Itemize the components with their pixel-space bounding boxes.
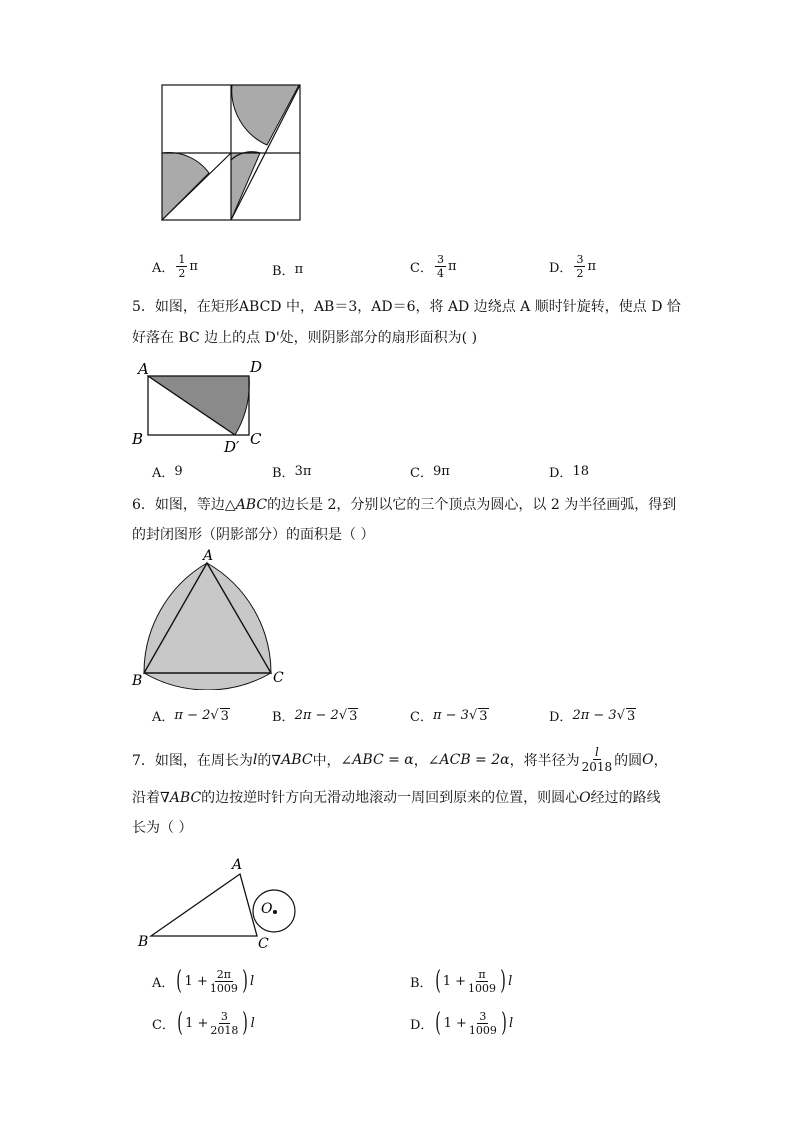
q6-option-d[interactable]: D． 2π − 3 √ 3 xyxy=(549,708,636,725)
q7-triangle xyxy=(151,874,257,936)
q6-option-a[interactable]: A． π − 2 √ 3 xyxy=(152,708,229,725)
q6-reuleaux-triangle xyxy=(144,563,271,690)
q5-label-c: C xyxy=(250,430,262,448)
q7-option-d[interactable]: D． ( 1 + $\frac{3}{1009}$ ) l xyxy=(410,1008,514,1038)
q6-question-line1: 6．如图，等边△ABC的边长是 2，分别以它的三个顶点为圆心，以 2 为半径画弧，得到 xyxy=(132,497,677,513)
q6-label-a: A xyxy=(203,548,214,564)
q4-option-c[interactable]: C． $\frac{3}{4}$ π xyxy=(410,253,457,280)
q5-option-b[interactable]: B． 3π xyxy=(272,464,312,481)
q4-option-b[interactable]: B． π xyxy=(272,262,304,279)
q7-option-b[interactable]: B． ( 1 + $\frac{\pi}{1009}$ ) l xyxy=(410,966,513,996)
fraction: $\frac{3}{4}$ xyxy=(436,253,444,280)
radius-fraction: $\frac{l}{2018}$ xyxy=(581,745,613,774)
q7-label-c: C xyxy=(258,936,269,952)
q7-center-dot xyxy=(273,910,277,914)
q4-option-d[interactable]: D． $\frac{3}{2}$ π xyxy=(549,253,596,280)
q7-option-c[interactable]: C． ( 1 + $\frac{3}{2018}$ ) l xyxy=(152,1008,255,1038)
q6-figure xyxy=(128,545,293,690)
q6-label-c: C xyxy=(273,670,284,686)
q7-option-a[interactable]: A． ( 1 + $\frac{2\pi}{1009}$ ) l xyxy=(152,966,255,996)
q5-label-dprime: D′ xyxy=(224,438,240,455)
q5-option-c[interactable]: C． 9π xyxy=(410,464,450,481)
q7-label-b: B xyxy=(138,934,149,950)
q5-shaded-sector xyxy=(148,376,249,435)
q6-question-line2: 的封闭图形（阴影部分）的面积是（ ） xyxy=(132,527,375,543)
q7-label-a: A xyxy=(232,857,243,873)
fraction: $\frac{1}{2}$ xyxy=(178,253,186,280)
q5-label-b: B xyxy=(132,430,144,448)
q5-option-a[interactable]: A． 9 xyxy=(152,464,183,481)
q7-figure xyxy=(132,850,307,952)
q5-question-line2: 好落在 BC 边上的点 D'处，则阴影部分的扇形面积为( ) xyxy=(132,330,478,346)
q5-question-line1: 5．如图，在矩形ABCD 中，AB＝3，AD＝6，将 AD 边绕点 A 顺时针旋转，使点 D 恰 xyxy=(132,299,681,315)
q4-option-a[interactable]: A． $\frac{1}{2}$ π xyxy=(152,253,198,280)
q5-figure xyxy=(128,355,278,455)
q7-question-line2: 沿着∇ABC的边按逆时针方向无滑动地滚动一周回到原来的位置，则圆心O经过的路线 xyxy=(132,790,661,806)
q7-question-line3: 长为（ ） xyxy=(132,820,193,836)
q4-figure xyxy=(155,80,310,230)
q5-option-d[interactable]: D． 18 xyxy=(549,464,589,481)
q6-option-c[interactable]: C． π − 3 √ 3 xyxy=(410,708,488,725)
q5-label-d: D xyxy=(250,358,263,376)
q7-question-line1: 7．如图，在周长为 l 的∇ ABC 中，∠ ABC = α ，∠ ACB = 2α ，将半径为 $\frac{l}{2018}$ 的圆 O ， xyxy=(132,745,668,774)
q5-label-a: A xyxy=(138,360,149,378)
fraction: $\frac{3}{2}$ xyxy=(576,253,584,280)
q6-option-b[interactable]: B． 2π − 2 √ 3 xyxy=(272,708,358,725)
q6-label-b: B xyxy=(132,673,143,689)
q7-label-o: O xyxy=(261,901,273,917)
